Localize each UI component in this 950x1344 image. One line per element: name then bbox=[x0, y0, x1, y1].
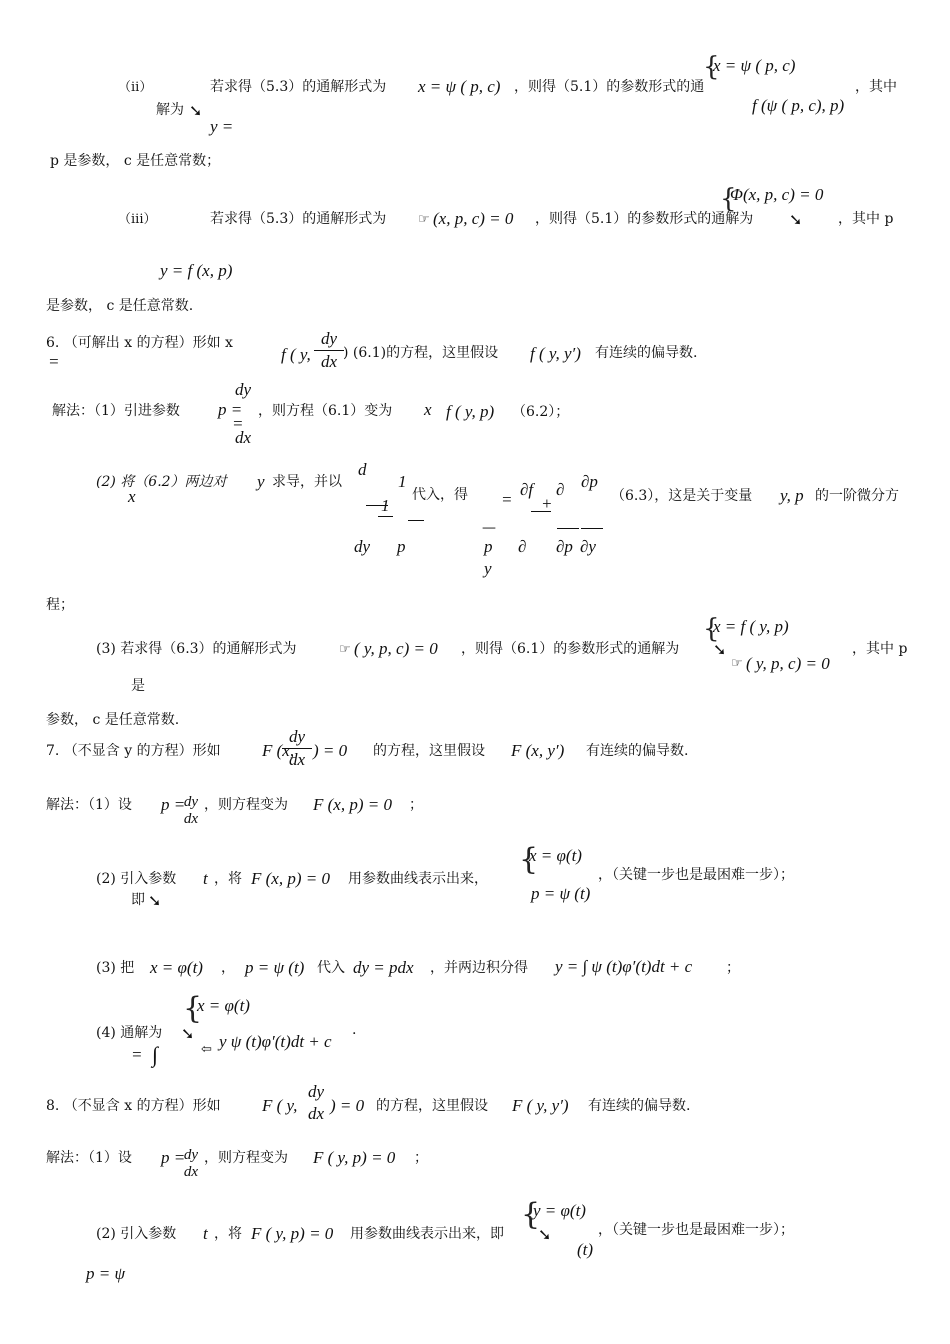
item-ii-text-d: 解为 bbox=[156, 102, 184, 118]
sec6-s2-text-c: 代入，得 bbox=[412, 487, 468, 503]
sec6-s1-x: x bbox=[424, 400, 432, 419]
sec8-den: dx bbox=[307, 1103, 325, 1123]
sec6-s2-dash: — bbox=[482, 520, 496, 536]
sec7-s1-p: p = bbox=[161, 795, 186, 814]
fraction-gap bbox=[228, 400, 258, 428]
item-ii-cont: p 是参数， c 是任意常数； bbox=[50, 153, 221, 169]
sec6-s2-text: (2) 将（6.2）两边对 bbox=[96, 474, 227, 490]
item-iii-text: 若求得（5.3）的通解形式为 bbox=[210, 211, 387, 227]
sec7-s1-num: dy bbox=[183, 794, 199, 810]
item-iii-text-c: ，其中 p bbox=[838, 211, 894, 227]
sec7-s1-fraction bbox=[178, 794, 204, 829]
sec6-s2-d: d bbox=[358, 460, 367, 479]
sec6-s1-p: p = bbox=[218, 400, 243, 419]
sec6-s2-dy2: ∂y bbox=[580, 537, 596, 556]
arrow-icon: ➘ bbox=[189, 101, 203, 120]
sec8-s1-p: p = bbox=[161, 1148, 186, 1167]
item-ii-text-b: ，则得（5.1）的参数形式的通 bbox=[514, 79, 705, 95]
sec8-s1-fraction bbox=[178, 1147, 204, 1182]
sec6-s1-text: 解法：（1）引进参数 bbox=[52, 403, 180, 419]
sec8-f-close: ) = 0 bbox=[330, 1096, 365, 1115]
sec6-f-close: ) (6.1)的方程，这里假设 bbox=[343, 345, 499, 361]
arrow-icon: ➘ bbox=[148, 891, 162, 910]
sec8-s2-text: (2) 引入参数 bbox=[96, 1226, 177, 1242]
sec6-f-open: f ( y, bbox=[281, 345, 311, 364]
sec7-s1-text-b: ，则方程变为 bbox=[204, 797, 288, 813]
hand-icon: ☞ bbox=[339, 642, 351, 657]
sec7-mid: 的方程，这里假设 bbox=[373, 743, 485, 759]
sec6-s2-tail: 的一阶微分方 bbox=[815, 488, 899, 504]
sec7-s4-eq: = bbox=[131, 1045, 143, 1064]
fraction-bar bbox=[531, 511, 551, 512]
left-brace: { bbox=[703, 614, 720, 644]
sec6-cond: f ( y, y′) bbox=[530, 344, 581, 363]
left-brace: { bbox=[703, 52, 720, 82]
sec6-heading: 6. （可解出 x 的方程）形如 x bbox=[46, 335, 233, 351]
left-brace: { bbox=[519, 842, 539, 877]
sec7-s2-eq: F (x, p) = 0 bbox=[251, 869, 330, 888]
sec7-s4-end: . bbox=[352, 1022, 357, 1038]
sec6-s2-pp: p bbox=[484, 537, 493, 556]
sec8-heading: 8. （不显含 x 的方程）形如 bbox=[46, 1098, 221, 1114]
sec6-s1-text-b: ，则方程（6.1）变为 bbox=[258, 403, 393, 419]
sec7-s3-res: y = ∫ ψ (t)φ′(t)dt + c bbox=[555, 957, 693, 976]
sec6-den: dx bbox=[320, 351, 338, 371]
sec6-s1-fraction bbox=[228, 380, 258, 447]
sec6-s3-text-b: ，则得（6.1）的参数形式的通解为 bbox=[461, 641, 680, 657]
sec8-tail: 有连续的偏导数. bbox=[588, 1098, 691, 1114]
sec7-den: dx bbox=[288, 749, 306, 769]
sec6-s1-ref: （6.2）； bbox=[512, 404, 570, 420]
sec8-s2-note: ，（关键一步也是最困难一步）； bbox=[598, 1222, 794, 1238]
sec6-s1-den: dx bbox=[234, 427, 252, 447]
sec7-tail: 有连续的偏导数. bbox=[586, 743, 689, 759]
item-ii-text: 若求得（5.3）的通解形式为 bbox=[210, 79, 387, 95]
item-ii-label: （ii） bbox=[118, 80, 153, 95]
sec6-s3-cont: 参数， c 是任意常数. bbox=[46, 712, 180, 728]
sec6-s3-sys2: ( y, p, c) = 0 bbox=[746, 654, 830, 673]
fraction-bar bbox=[282, 748, 312, 749]
sec7-s3-dy: dy = pdx bbox=[353, 958, 414, 977]
sec7-f-open: F (x, bbox=[262, 741, 295, 760]
sec6-s2-text-b: 求导，并以 bbox=[272, 474, 342, 490]
item-iii-eq: (x, p, c) = 0 bbox=[433, 209, 514, 228]
sec7-cond: F (x, y′) bbox=[511, 741, 565, 760]
item-iii-label: （iii） bbox=[118, 212, 157, 227]
sec7-s3-text-c: ，并两边积分得 bbox=[430, 960, 528, 976]
item-ii-text-c: ，其中 bbox=[855, 79, 897, 95]
sec6-s2-eq: = bbox=[501, 490, 513, 509]
sec7-s2-sys2: p = ψ (t) bbox=[531, 884, 591, 903]
sec7-s3-text: (3) 把 bbox=[96, 960, 135, 976]
sec7-s3-text-b: 代入 bbox=[317, 960, 345, 976]
sec8-f-open: F ( y, bbox=[262, 1096, 298, 1115]
sec7-num: dy bbox=[288, 727, 306, 746]
sec6-s2-p: p bbox=[397, 537, 406, 556]
sec7-s1-eq: F (x, p) = 0 bbox=[313, 795, 392, 814]
sec8-s1-text-b: ，则方程变为 bbox=[204, 1150, 288, 1166]
item-ii-sys2: f (ψ ( p, c), p) bbox=[752, 96, 845, 115]
sec8-s2-sys2: (t) bbox=[577, 1240, 594, 1259]
sec8-s1-eq: F ( y, p) = 0 bbox=[313, 1148, 396, 1167]
hand-icon: ☞ bbox=[418, 212, 430, 227]
sec6-s1-eq: = bbox=[232, 414, 244, 433]
arrow-icon: ➘ bbox=[181, 1024, 195, 1043]
sec6-s2-part: ∂ bbox=[556, 480, 565, 499]
sec7-fraction bbox=[282, 727, 312, 769]
sec6-s2-dp: ∂p bbox=[581, 472, 598, 491]
left-arrow-icon: ⇦ bbox=[201, 1042, 212, 1057]
sec6-s3-eq: ( y, p, c) = 0 bbox=[354, 639, 438, 658]
sec8-s1-end: ； bbox=[414, 1150, 428, 1166]
sec8-num: dy bbox=[307, 1082, 325, 1101]
left-brace: { bbox=[183, 991, 203, 1026]
sec7-s3-comma: ， bbox=[221, 960, 235, 976]
sec6-s2-yy: y bbox=[484, 559, 492, 578]
sec8-s1-text: 解法：（1）设 bbox=[46, 1150, 132, 1166]
item-ii-eq: x = ψ ( p, c) bbox=[418, 77, 501, 96]
item-ii-y: y = bbox=[210, 117, 234, 136]
sec6-s2-end: 程； bbox=[46, 597, 74, 613]
fraction-bar bbox=[581, 528, 603, 529]
sec6-s3-is: 是 bbox=[131, 678, 145, 694]
sec6-eq-sign: = bbox=[48, 352, 60, 371]
sec6-tail: 有连续的偏导数. bbox=[595, 345, 698, 361]
sec7-s2-t: t bbox=[203, 869, 208, 888]
sec6-s2-dp2: ∂p bbox=[556, 537, 573, 556]
sec8-mid: 的方程，这里假设 bbox=[376, 1098, 488, 1114]
hand-icon: ☞ bbox=[731, 656, 743, 671]
sec8-s2-text-b: ，将 bbox=[214, 1226, 242, 1242]
sec6-s2-plus: + bbox=[541, 494, 553, 513]
item-iii-cont: 是参数， c 是任意常数. bbox=[46, 298, 194, 314]
sec6-s2-dd: ∂ bbox=[518, 537, 527, 556]
sec6-s1-num: dy bbox=[234, 380, 252, 399]
sec6-s2-vars: y, p bbox=[780, 486, 804, 505]
left-brace: { bbox=[521, 1197, 541, 1232]
sec7-s4-int: ∫ bbox=[152, 1042, 159, 1067]
sec7-s1-den: dx bbox=[183, 811, 199, 828]
sec7-s1-end: ； bbox=[409, 797, 423, 813]
sec6-s3-sys1: x = f ( y, p) bbox=[713, 617, 789, 636]
fraction-bar bbox=[366, 505, 388, 506]
sec6-s2-x: x bbox=[128, 487, 136, 506]
sec7-s4-sys2: y ψ (t)φ′(t)dt + c bbox=[219, 1032, 332, 1051]
sec7-s2-sys1: x = φ(t) bbox=[529, 846, 582, 865]
sec7-f-close: ) = 0 bbox=[313, 741, 348, 760]
sec6-s1-f: f ( y, p) bbox=[446, 402, 495, 421]
fraction-bar bbox=[314, 350, 344, 351]
sec8-s1-den: dx bbox=[183, 1164, 199, 1181]
sec6-s2-1: 1 bbox=[398, 472, 407, 491]
sec8-s2-sys1: y = φ(t) bbox=[533, 1201, 586, 1220]
sec8-fraction bbox=[301, 1082, 331, 1123]
sec7-s3-p: p = ψ (t) bbox=[245, 958, 305, 977]
sec6-num: dy bbox=[320, 329, 338, 348]
sec7-s2-note: ，（关键一步也是最困难一步）； bbox=[598, 867, 794, 883]
item-iii-sys2: y = f (x, p) bbox=[160, 261, 233, 280]
sec8-s2-p: p = ψ bbox=[86, 1264, 126, 1283]
left-brace: { bbox=[720, 184, 737, 214]
arrow-icon: ➘ bbox=[538, 1225, 552, 1244]
sec6-s3-text-c: ，其中 p bbox=[852, 641, 908, 657]
sec8-cond: F ( y, y′) bbox=[512, 1096, 569, 1115]
item-iii-sys1: Φ(x, p, c) = 0 bbox=[730, 185, 824, 204]
sec8-s2-t: t bbox=[203, 1224, 208, 1243]
sec7-s2-text-b: ，将 bbox=[214, 871, 242, 887]
arrow-icon: ➘ bbox=[713, 640, 727, 659]
sec6-s2-ref: （6.3），这是关于变量 bbox=[611, 488, 753, 504]
item-iii-text-b: ，则得（5.1）的参数形式的通解为 bbox=[535, 211, 754, 227]
sec7-s3-end: ； bbox=[726, 960, 740, 976]
sec7-s1-text: 解法：（1）设 bbox=[46, 797, 132, 813]
sec8-s2-eq: F ( y, p) = 0 bbox=[251, 1224, 334, 1243]
sec7-s3-x: x = φ(t) bbox=[150, 958, 203, 977]
fraction-bar bbox=[408, 520, 424, 521]
sec7-s2-text: (2) 引入参数 bbox=[96, 871, 177, 887]
item-ii-sys1: x = ψ ( p, c) bbox=[713, 56, 796, 75]
sec8-s1-num: dy bbox=[183, 1147, 199, 1163]
sec6-s2-df: ∂f bbox=[520, 480, 534, 499]
sec6-s2-y: y bbox=[257, 472, 265, 491]
fraction-bar bbox=[557, 528, 579, 529]
sec6-s2-dy: dy bbox=[354, 537, 371, 556]
arrow-icon: ➘ bbox=[789, 210, 803, 229]
sec7-s2-text-c: 用参数曲线表示出来， bbox=[348, 871, 488, 887]
sec8-s2-text-c: 用参数曲线表示出来，即 bbox=[350, 1226, 504, 1242]
sec7-heading: 7. （不显含 y 的方程）形如 bbox=[46, 743, 221, 759]
sec6-s2-one: 1 bbox=[378, 496, 393, 517]
sec7-s4-text: (4) 通解为 bbox=[96, 1025, 163, 1041]
sec6-s3-text: (3) 若求得（6.3）的通解形式为 bbox=[96, 641, 297, 657]
sec7-s4-sys1: x = φ(t) bbox=[197, 996, 250, 1015]
sec7-s2-ji: 即 bbox=[131, 892, 145, 908]
sec6-fraction bbox=[314, 329, 344, 371]
